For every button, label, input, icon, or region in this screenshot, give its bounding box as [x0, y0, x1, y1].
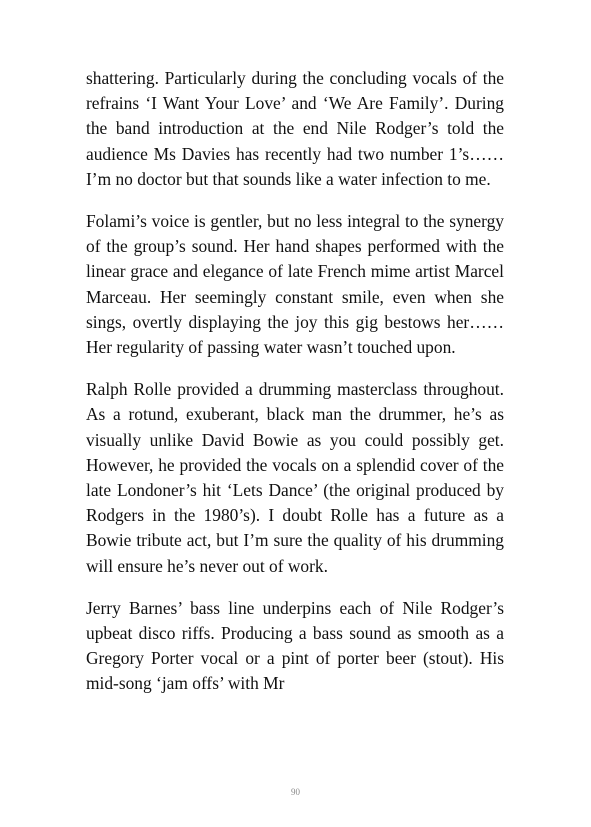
paragraph-1: shattering. Particularly during the concluding vocals of the refrains ‘I Want Your Love’ and ‘We Are Family’. During the band introduction at the end Nile Rodger’s told the audience Ms Davies has recently had two number 1’s…… I’m no doctor but that sounds like a water infection to me.: [86, 68, 504, 189]
page-body: [86, 66, 504, 714]
paragraph-2: Folami’s voice is gentler, but no less integral to the synergy of the group’s sound. Her hand shapes performed with the linear grace and elegance of late French mime artist Marcel Marceau. Her seemingly constant smile, even when she sings, overtly displaying the joy this gig bestows her…… Her regularity of passing water wasn’t touched upon.: [86, 211, 504, 358]
page-number: 90: [291, 787, 300, 797]
paragraph-4: Jerry Barnes’ bass line underpins each of Nile Rodger’s upbeat disco riffs. Producing a bass sound as smooth as a Gregory Porter vocal or a pint of porter beer (stout). His mid-song ‘jam offs’ with Mr: [86, 597, 504, 694]
paragraph-3: Ralph Rolle provided a drumming masterclass throughout. As a rotund, exuberant, black man the drummer, he’s as visually unlike David Bowie as you could possibly get. However, he provided the vocals on a splendid cover of the late Londoner’s hit ‘Lets Dance’ (the original produced by Rodgers in the 1980’s). I doubt Rolle has a future as a Bowie tribute act, but I’m sure the quality of his drumming will ensure he’s never out of work.: [86, 379, 504, 576]
